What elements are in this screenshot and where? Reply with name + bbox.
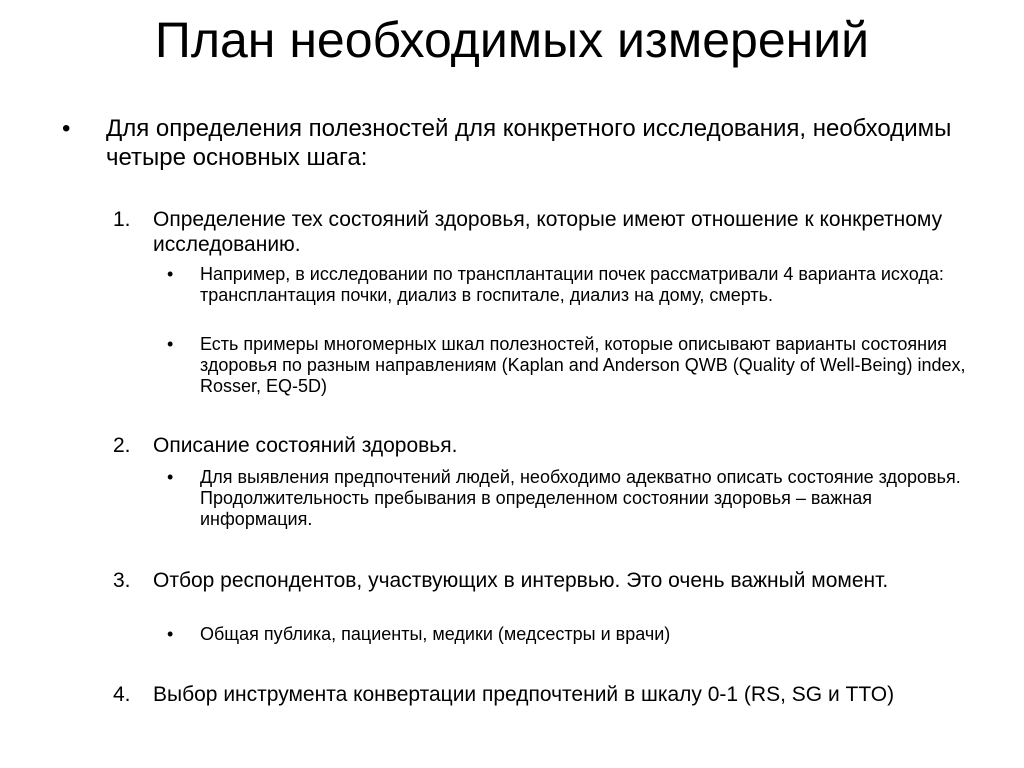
step-number: 2. (113, 434, 131, 457)
step-text: Выбор инструмента конвертации предпочтений в шкалу 0-1 (RS, SG и TTO) (153, 683, 895, 706)
bullet-icon: • (62, 115, 71, 142)
step-text: Отбор респондентов, участвующих в интервью. Это очень важный момент. (153, 569, 889, 592)
subitem-text: Например, в исследовании по трансплантации почек рассматривали 4 варианта исхода: трансплантация почки, диализ в госпитале, диализ на дому, смерть. (200, 264, 944, 305)
step-text: Определение тех состояний здоровья, которые имеют отношение к конкретному исследованию. (153, 208, 943, 256)
step-text: Описание состояний здоровья. (153, 434, 458, 457)
bullet-icon: • (167, 624, 174, 644)
slide-title: План необходимых измерений (154, 12, 870, 68)
subitem-text: Для выявления предпочтений людей, необходимо адекватно описать состояние здоровья. Продолжительность пребывания в определенном состоянии здоровья – важная информация. (200, 467, 961, 529)
subitem-text: Общая публика, пациенты, медики (медсестры и врачи) (200, 624, 671, 644)
bullet-icon: • (167, 467, 174, 487)
step-number: 3. (113, 569, 131, 592)
step-number: 4. (113, 683, 131, 706)
step-number: 1. (113, 208, 131, 231)
intro-text: Для определения полезностей для конкретного исследования, необходимы четыре основных шага: (106, 115, 952, 171)
subitem-text: Есть примеры многомерных шкал полезностей, которые описывают варианты состояния здоровья по разным направлениям (Kaplan and Anderson QWB (Quality of Well-Being) index, Rosser, EQ-5D) (200, 334, 966, 396)
bullet-icon: • (167, 334, 174, 354)
bullet-icon: • (167, 264, 174, 284)
